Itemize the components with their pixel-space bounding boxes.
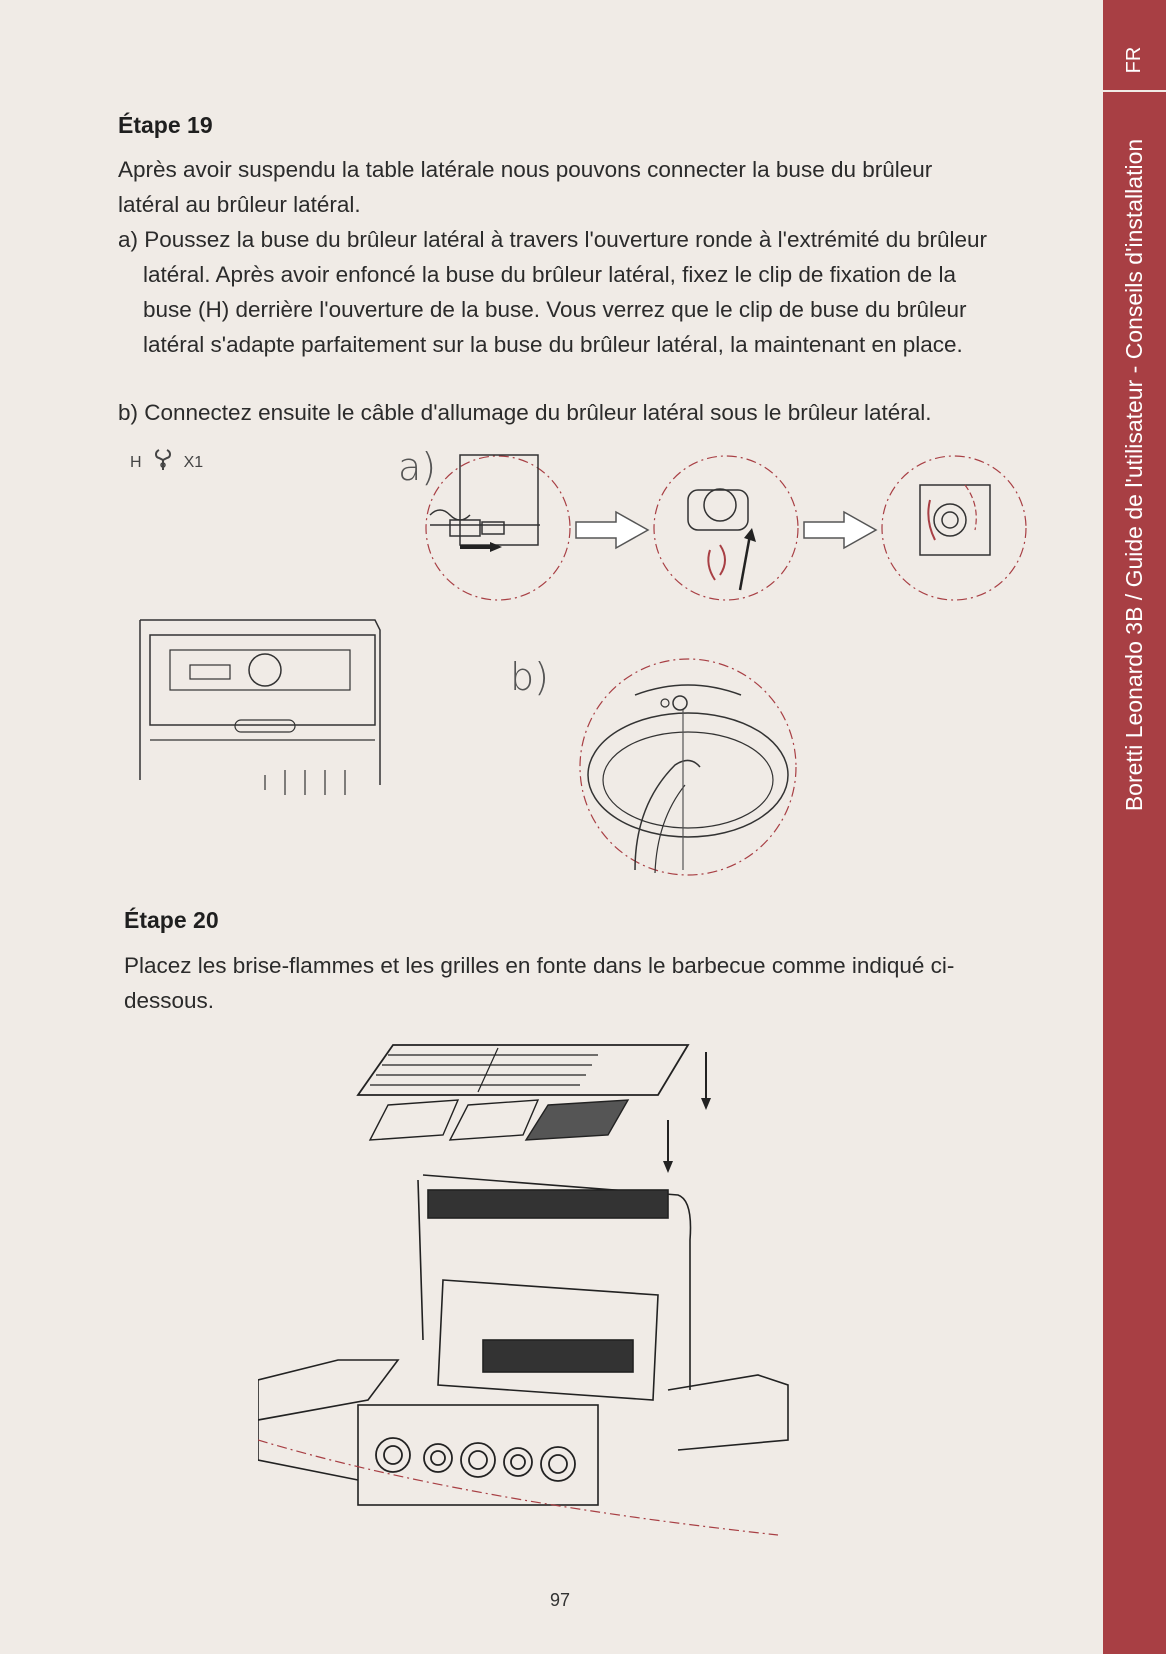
parts-list	[130, 448, 203, 477]
arrow-right-icon	[576, 512, 648, 548]
step-19-intro: Après avoir suspendu la table latérale nous pouvons connecter la buse du brûleur latéral au brûleur latéral.	[118, 157, 933, 217]
figure-b-ignition-detail	[575, 655, 805, 880]
step-19-item-b: b) Connectez ensuite le câble d'allumage du brûleur latéral sous le brûleur latéral.	[118, 400, 932, 425]
flame-tamers	[370, 1100, 628, 1140]
arrow-down-icon	[663, 1120, 673, 1173]
cast-iron-grate	[358, 1045, 688, 1095]
parts-quantity: X1	[183, 453, 204, 471]
sidebar-title: Boretti Leonardo 3B / Guide de l'utilisateur - Conseils d'installation	[1121, 138, 1147, 812]
step-19-title: Étape 19	[118, 112, 213, 138]
side-table-overview	[135, 610, 395, 800]
detail-circle-1	[426, 455, 570, 600]
grill-firebox	[438, 1280, 658, 1400]
arrow-down-icon	[701, 1052, 711, 1110]
page-number: 97	[549, 1590, 571, 1610]
parts-letter: H	[130, 453, 142, 471]
step-19-item-a: a) Poussez la buse du brûleur latéral à travers l'ouverture ronde à l'extrémité du brûleur latéral. Après avoir enfoncé la buse du brûleur latéral, fixez le clip de fixation de la buse (H) derrière l'ouverture de la buse. Vous verrez que le clip de buse du brûleur latéral s'adapte parfaitement sur la buse du brûleur latéral, la maintenant en place.	[118, 227, 988, 357]
grill-assembly-illustration	[258, 1040, 838, 1560]
clip-icon	[154, 448, 172, 477]
figure-a-label: a)	[398, 445, 437, 489]
figure-b-label: b)	[510, 655, 549, 699]
sidebar-divider	[1103, 90, 1166, 92]
detail-circle-3	[882, 456, 1026, 600]
control-knobs	[376, 1438, 575, 1481]
grill-body	[258, 1360, 788, 1505]
language-label: FR	[1122, 46, 1145, 74]
step-20-title: Étape 20	[124, 907, 219, 933]
detail-circle-2	[654, 456, 798, 600]
step-20-text: Placez les brise-flammes et les grilles en fonte dans le barbecue comme indiqué ci-dessous.	[124, 953, 955, 1013]
figure-a-detail-sequence	[420, 450, 1040, 610]
arrow-right-icon	[804, 512, 876, 548]
